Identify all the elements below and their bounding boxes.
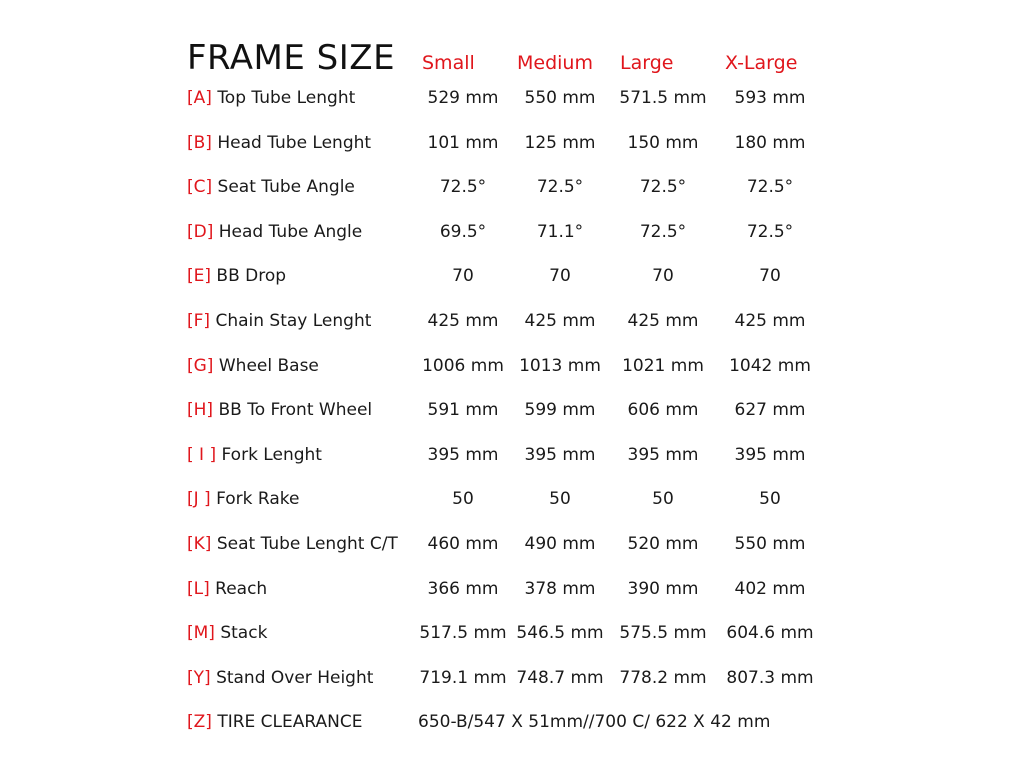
value-large: 70 bbox=[652, 266, 674, 286]
row-label-text: Head Tube Lenght bbox=[217, 133, 372, 153]
table-row bbox=[0, 266, 1024, 296]
value-large: 571.5 mm bbox=[619, 88, 707, 108]
value-medium: 70 bbox=[549, 266, 571, 286]
row-label bbox=[187, 712, 362, 732]
value-large: 150 mm bbox=[627, 133, 699, 153]
row-code: [J ] bbox=[187, 489, 211, 509]
value-medium: 550 mm bbox=[524, 88, 596, 108]
table-row bbox=[0, 133, 1024, 163]
row-code: [B] bbox=[187, 133, 212, 153]
row-code: [M] bbox=[187, 623, 215, 643]
row-label-text: Top Tube Lenght bbox=[217, 88, 356, 108]
value-x-large: 180 mm bbox=[734, 133, 806, 153]
value-large: 425 mm bbox=[627, 311, 699, 331]
size-header-small: Small bbox=[422, 52, 475, 74]
row-code: [C] bbox=[187, 177, 213, 197]
value-large: 1021 mm bbox=[622, 356, 704, 376]
table-row bbox=[0, 668, 1024, 698]
value-medium: 71.1° bbox=[536, 222, 584, 242]
value-large: 606 mm bbox=[627, 400, 699, 420]
row-label bbox=[187, 534, 398, 554]
value-x-large: 604.6 mm bbox=[726, 623, 814, 643]
value-medium: 490 mm bbox=[524, 534, 596, 554]
value-x-large: 72.5° bbox=[746, 177, 794, 197]
row-label bbox=[187, 133, 371, 153]
table-row bbox=[0, 712, 1024, 742]
value-x-large: 550 mm bbox=[734, 534, 806, 554]
row-label-text: Reach bbox=[215, 579, 268, 599]
value-x-large: 72.5° bbox=[746, 222, 794, 242]
page-title: FRAME SIZE bbox=[187, 38, 396, 78]
value-small: 70 bbox=[452, 266, 474, 286]
row-label bbox=[187, 445, 322, 465]
table-row bbox=[0, 311, 1024, 341]
value-medium: 378 mm bbox=[524, 579, 596, 599]
row-code: [F] bbox=[187, 311, 211, 331]
value-small: 529 mm bbox=[427, 88, 499, 108]
table-row bbox=[0, 534, 1024, 564]
table-row bbox=[0, 177, 1024, 207]
value-x-large: 627 mm bbox=[734, 400, 806, 420]
row-label bbox=[187, 311, 371, 331]
size-header-x-large: X-Large bbox=[725, 52, 798, 74]
row-code: [K] bbox=[187, 534, 212, 554]
value-medium: 50 bbox=[549, 489, 571, 509]
value-x-large: 402 mm bbox=[734, 579, 806, 599]
value-small: 460 mm bbox=[427, 534, 499, 554]
value-x-large: 593 mm bbox=[734, 88, 806, 108]
value-small: 50 bbox=[452, 489, 474, 509]
row-label bbox=[187, 356, 319, 376]
row-label bbox=[187, 88, 355, 108]
row-label bbox=[187, 266, 286, 286]
table-row bbox=[0, 623, 1024, 653]
row-label-text: Head Tube Angle bbox=[218, 222, 363, 242]
value-small: 72.5° bbox=[439, 177, 487, 197]
row-code: [ I ] bbox=[187, 445, 217, 465]
row-label-text: Fork Rake bbox=[216, 489, 300, 509]
row-label-text: BB Drop bbox=[216, 266, 287, 286]
value-x-large: 1042 mm bbox=[729, 356, 811, 376]
row-label-text: TIRE CLEARANCE bbox=[217, 712, 363, 732]
value-medium: 546.5 mm bbox=[516, 623, 604, 643]
value-small: 395 mm bbox=[427, 445, 499, 465]
value-small: 425 mm bbox=[427, 311, 499, 331]
row-label bbox=[187, 489, 299, 509]
value-medium: 425 mm bbox=[524, 311, 596, 331]
row-code: [Y] bbox=[187, 668, 211, 688]
row-code: [E] bbox=[187, 266, 212, 286]
value-large: 575.5 mm bbox=[619, 623, 707, 643]
value-x-large: 395 mm bbox=[734, 445, 806, 465]
row-label bbox=[187, 579, 267, 599]
row-label bbox=[187, 623, 267, 643]
value-medium: 72.5° bbox=[536, 177, 584, 197]
table-row bbox=[0, 356, 1024, 386]
value-medium: 1013 mm bbox=[519, 356, 601, 376]
value-large: 778.2 mm bbox=[619, 668, 707, 688]
row-label-text: Seat Tube Angle bbox=[217, 177, 355, 197]
value-x-large: 425 mm bbox=[734, 311, 806, 331]
value-medium: 748.7 mm bbox=[516, 668, 604, 688]
table-row bbox=[0, 222, 1024, 252]
value-small: 101 mm bbox=[427, 133, 499, 153]
value-medium: 395 mm bbox=[524, 445, 596, 465]
value-medium: 125 mm bbox=[524, 133, 596, 153]
row-code: [Z] bbox=[187, 712, 212, 732]
value-large: 72.5° bbox=[639, 177, 687, 197]
row-code: [L] bbox=[187, 579, 210, 599]
row-label bbox=[187, 222, 362, 242]
table-row bbox=[0, 400, 1024, 430]
table-row bbox=[0, 489, 1024, 519]
row-label-text: Fork Lenght bbox=[221, 445, 322, 465]
value-x-large: 50 bbox=[759, 489, 781, 509]
row-code: [G] bbox=[187, 356, 214, 376]
row-label-text: Wheel Base bbox=[218, 356, 319, 376]
row-label bbox=[187, 400, 372, 420]
row-label-text: Stand Over Height bbox=[216, 668, 374, 688]
value-x-large: 807.3 mm bbox=[726, 668, 814, 688]
row-label bbox=[187, 668, 373, 688]
row-code: [D] bbox=[187, 222, 214, 242]
row-label-text: Seat Tube Lenght C/T bbox=[216, 534, 398, 554]
value-small: 517.5 mm bbox=[419, 623, 507, 643]
row-label-text: Stack bbox=[220, 623, 268, 643]
value-small: 591 mm bbox=[427, 400, 499, 420]
value-large: 50 bbox=[652, 489, 674, 509]
value-large: 520 mm bbox=[627, 534, 699, 554]
row-code: [A] bbox=[187, 88, 212, 108]
size-header-medium: Medium bbox=[517, 52, 593, 74]
row-code: [H] bbox=[187, 400, 214, 420]
value-large: 395 mm bbox=[627, 445, 699, 465]
table-row bbox=[0, 88, 1024, 118]
table-row bbox=[0, 579, 1024, 609]
tire-clearance-value: 650-B/547 X 51mm//700 C/ 622 X 42 mm bbox=[418, 712, 771, 732]
value-large: 390 mm bbox=[627, 579, 699, 599]
value-small: 366 mm bbox=[427, 579, 499, 599]
row-label-text: BB To Front Wheel bbox=[218, 400, 373, 420]
value-x-large: 70 bbox=[759, 266, 781, 286]
value-small: 69.5° bbox=[439, 222, 487, 242]
table-row bbox=[0, 445, 1024, 475]
row-label-text: Chain Stay Lenght bbox=[215, 311, 372, 331]
size-header-large: Large bbox=[620, 52, 674, 74]
value-large: 72.5° bbox=[639, 222, 687, 242]
value-small: 1006 mm bbox=[422, 356, 504, 376]
value-small: 719.1 mm bbox=[419, 668, 507, 688]
row-label bbox=[187, 177, 355, 197]
value-medium: 599 mm bbox=[524, 400, 596, 420]
